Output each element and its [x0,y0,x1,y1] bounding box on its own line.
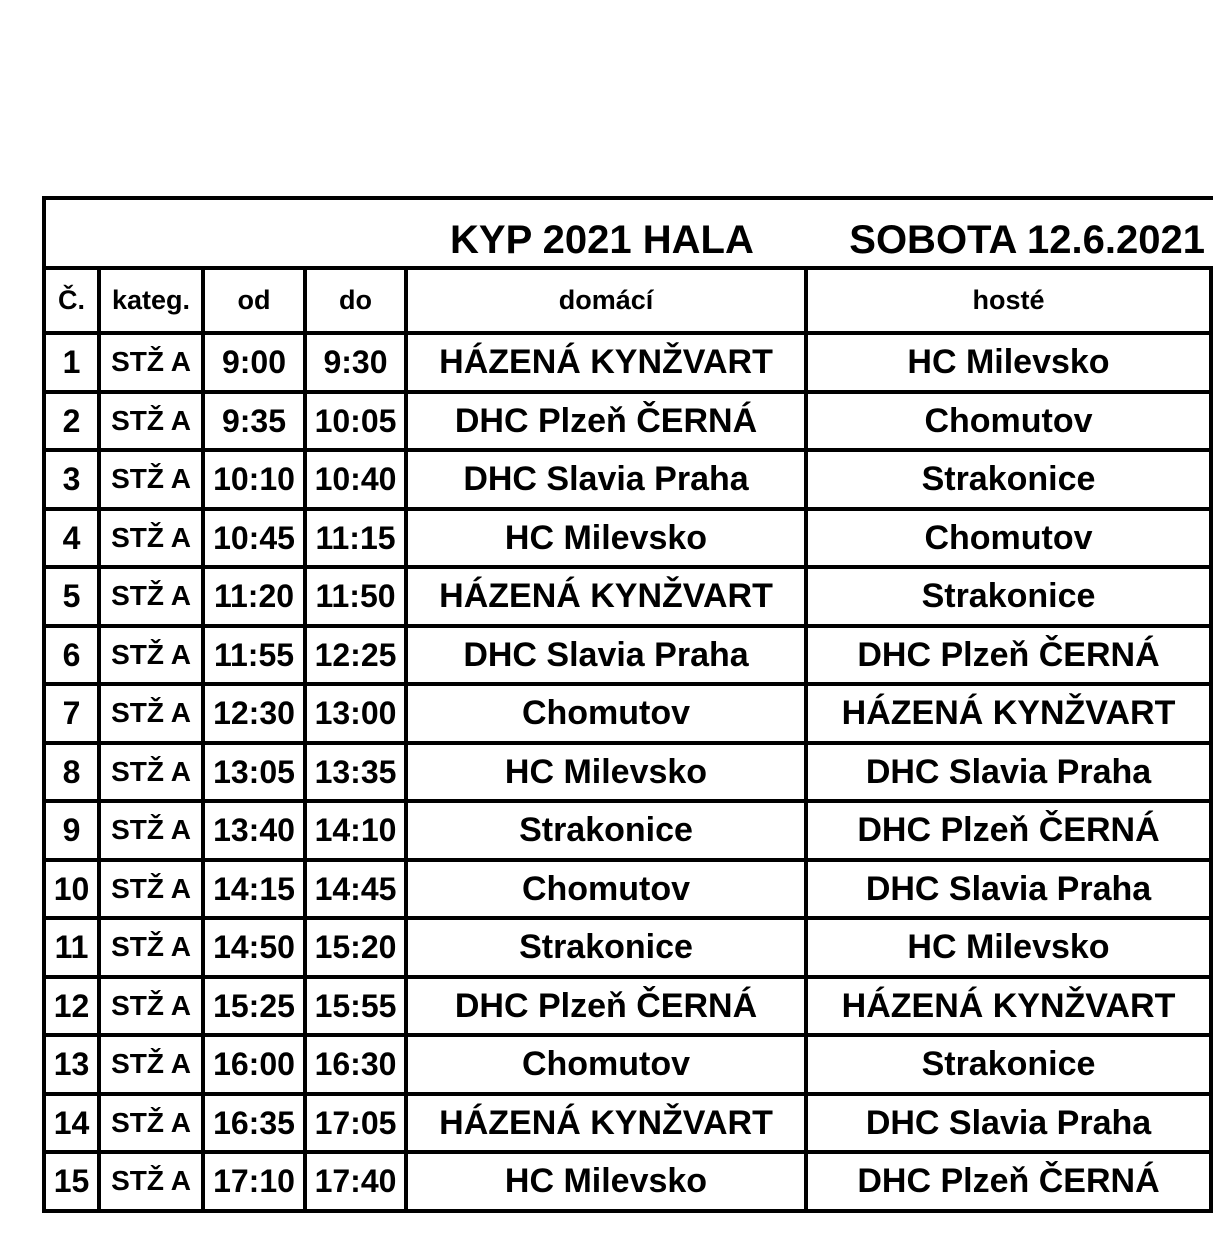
cell-number: 9 [46,803,101,862]
cell-time-from: 9:00 [205,335,307,394]
cell-number: 1 [46,335,101,394]
cell-away-team: DHC Plzeň ČERNÁ [808,1154,1213,1213]
cell-time-from: 16:35 [205,1096,307,1155]
cell-home-team: HC Milevsko [408,1154,808,1213]
cell-number: 11 [46,920,101,979]
cell-category: STŽ A [101,1096,205,1155]
cell-category: STŽ A [101,803,205,862]
cell-number: 3 [46,452,101,511]
cell-time-from: 10:45 [205,511,307,570]
cell-time-from: 13:05 [205,745,307,804]
cell-time-to: 9:30 [307,335,408,394]
cell-number: 5 [46,569,101,628]
cell-category: STŽ A [101,745,205,804]
cell-home-team: HÁZENÁ KYNŽVART [408,569,808,628]
event-title: KYP 2021 HALA [450,218,754,262]
cell-time-to: 15:20 [307,920,408,979]
cell-home-team: HC Milevsko [408,511,808,570]
cell-away-team: Strakonice [808,452,1213,511]
schedule-table [42,196,1213,1213]
cell-time-from: 10:10 [205,452,307,511]
cell-home-team: DHC Plzeň ČERNÁ [408,979,808,1038]
schedule-grid [46,270,1213,1213]
column-header-home-team: domácí [408,270,808,335]
column-header-time-from: od [205,270,307,335]
cell-number: 14 [46,1096,101,1155]
cell-home-team: Strakonice [408,920,808,979]
cell-category: STŽ A [101,452,205,511]
cell-number: 2 [46,394,101,453]
cell-number: 6 [46,628,101,687]
cell-category: STŽ A [101,920,205,979]
cell-home-team: Chomutov [408,686,808,745]
cell-away-team: Strakonice [808,1037,1213,1096]
event-date: SOBOTA 12.6.2021 [849,218,1205,262]
column-header-away-team: hosté [808,270,1213,335]
cell-home-team: Chomutov [408,862,808,921]
cell-away-team: HÁZENÁ KYNŽVART [808,979,1213,1038]
cell-category: STŽ A [101,862,205,921]
cell-home-team: DHC Slavia Praha [408,452,808,511]
cell-time-from: 15:25 [205,979,307,1038]
cell-away-team: DHC Plzeň ČERNÁ [808,628,1213,687]
cell-number: 4 [46,511,101,570]
cell-time-from: 14:15 [205,862,307,921]
cell-category: STŽ A [101,1154,205,1213]
cell-away-team: HÁZENÁ KYNŽVART [808,686,1213,745]
cell-away-team: DHC Slavia Praha [808,745,1213,804]
cell-time-from: 13:40 [205,803,307,862]
cell-time-to: 15:55 [307,979,408,1038]
cell-category: STŽ A [101,686,205,745]
cell-time-to: 17:05 [307,1096,408,1155]
cell-number: 10 [46,862,101,921]
cell-away-team: DHC Slavia Praha [808,862,1213,921]
cell-away-team: DHC Plzeň ČERNÁ [808,803,1213,862]
cell-away-team: Strakonice [808,569,1213,628]
cell-time-to: 17:40 [307,1154,408,1213]
cell-category: STŽ A [101,979,205,1038]
cell-category: STŽ A [101,569,205,628]
cell-number: 15 [46,1154,101,1213]
cell-time-to: 14:10 [307,803,408,862]
cell-time-to: 12:25 [307,628,408,687]
cell-away-team: Chomutov [808,394,1213,453]
cell-away-team: HC Milevsko [808,920,1213,979]
cell-time-to: 11:50 [307,569,408,628]
cell-time-to: 14:45 [307,862,408,921]
cell-time-to: 10:40 [307,452,408,511]
cell-time-from: 11:20 [205,569,307,628]
cell-away-team: DHC Slavia Praha [808,1096,1213,1155]
cell-time-to: 13:00 [307,686,408,745]
cell-away-team: Chomutov [808,511,1213,570]
cell-time-to: 11:15 [307,511,408,570]
cell-time-from: 16:00 [205,1037,307,1096]
title-row [46,200,1213,270]
cell-category: STŽ A [101,511,205,570]
cell-time-from: 14:50 [205,920,307,979]
cell-time-to: 13:35 [307,745,408,804]
cell-home-team: DHC Slavia Praha [408,628,808,687]
cell-time-from: 11:55 [205,628,307,687]
cell-home-team: DHC Plzeň ČERNÁ [408,394,808,453]
cell-number: 12 [46,979,101,1038]
cell-home-team: HÁZENÁ KYNŽVART [408,335,808,394]
cell-home-team: HC Milevsko [408,745,808,804]
cell-away-team: HC Milevsko [808,335,1213,394]
column-header-category: kateg. [101,270,205,335]
cell-time-to: 10:05 [307,394,408,453]
cell-time-from: 17:10 [205,1154,307,1213]
cell-number: 8 [46,745,101,804]
cell-home-team: Chomutov [408,1037,808,1096]
column-header-number: Č. [46,270,101,335]
column-header-time-to: do [307,270,408,335]
cell-time-from: 9:35 [205,394,307,453]
cell-time-from: 12:30 [205,686,307,745]
cell-number: 7 [46,686,101,745]
cell-home-team: HÁZENÁ KYNŽVART [408,1096,808,1155]
cell-home-team: Strakonice [408,803,808,862]
cell-category: STŽ A [101,394,205,453]
cell-category: STŽ A [101,628,205,687]
cell-number: 13 [46,1037,101,1096]
cell-category: STŽ A [101,335,205,394]
cell-category: STŽ A [101,1037,205,1096]
cell-time-to: 16:30 [307,1037,408,1096]
